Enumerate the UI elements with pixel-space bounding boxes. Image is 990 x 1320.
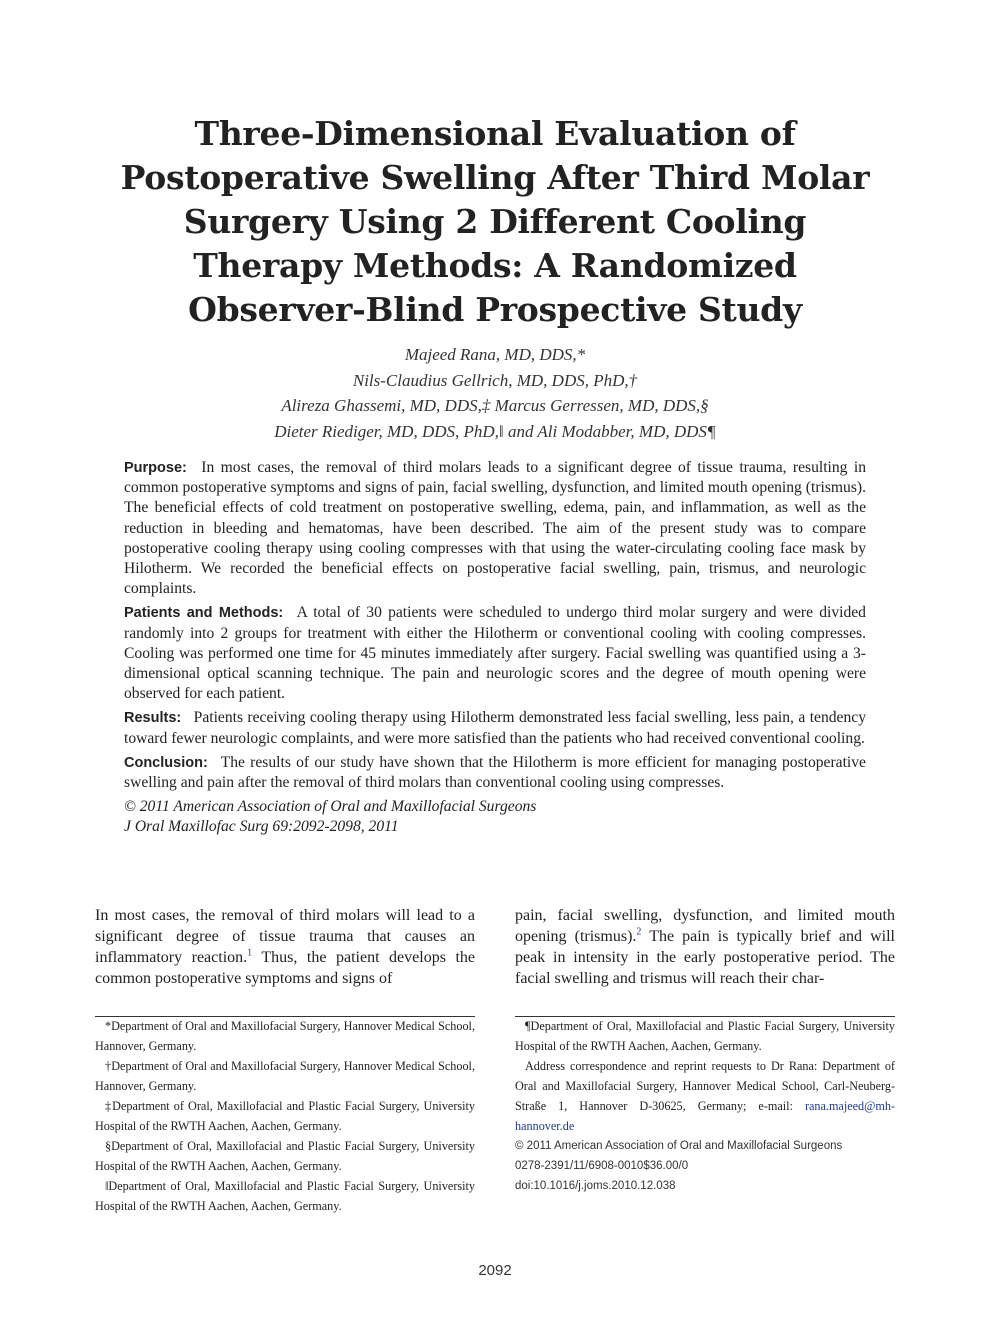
purpose-label: Purpose: (124, 460, 187, 476)
methods-label: Patients and Methods: (124, 605, 284, 622)
affiliation-footnote: ¶Department of Oral, Maxillofacial and Plastic Facial Surgery, University Hospital of the RWTH Aachen, Aachen, Germany. (515, 1019, 895, 1053)
correspondence-text: Address correspondence and reprint requests to Dr Rana: Department of Oral and Maxillofacial Surgery, Hannover Medical School, Carl-Neuberg-Straße 1, Hannover D-30625, Germany; e-mail: (515, 1059, 895, 1113)
affiliation-footnote: §Department of Oral, Maxillofacial and Plastic Facial Surgery, University Hospital of the RWTH Aachen, Aachen, Germany. (95, 1139, 475, 1173)
footer-copyright: © 2011 American Association of Oral and Maxillofacial Surgeons (515, 1140, 843, 1152)
affiliation-footnote: ‖Department of Oral, Maxillofacial and Plastic Facial Surgery, University Hospital of the RWTH Aachen, Aachen, Germany. (95, 1179, 475, 1213)
abstract (124, 458, 866, 838)
conclusion-label: Conclusion: (124, 754, 208, 771)
conclusion-text: The results of our study have shown that the Hilotherm is more efficient for managing postoperative swelling and pain after the removal of third molars than conventional cooling using compresses. (124, 753, 866, 792)
footnotes-right (515, 1016, 895, 1196)
reference-link[interactable]: 2 (636, 926, 642, 938)
author-line: Dieter Riediger, MD, DDS, PhD,‖ and Ali Modabber, MD, DDS¶ (274, 421, 716, 441)
correspondence-note (515, 1056, 895, 1136)
author-list (140, 342, 850, 444)
body-text: The pain is typically brief and will peak in intensity in the early postoperative period. The facial swelling and trismus will reach their char- (515, 928, 895, 987)
abstract-methods (124, 603, 866, 704)
issn-code: 0278-2391/11/6908-0010$36.00/0 (515, 1160, 689, 1172)
results-label: Results: (124, 710, 182, 727)
body-text-left (95, 905, 475, 989)
abstract-citation: J Oral Maxillofac Surg 69:2092-2098, 2011 (124, 818, 399, 836)
abstract-purpose (124, 458, 866, 599)
footnotes-left (95, 1016, 475, 1216)
affiliation-footnote: *Department of Oral and Maxillofacial Surgery, Hannover Medical School, Hannover, Germany. (95, 1019, 475, 1053)
page-number: 2092 (478, 1262, 512, 1279)
author-line: Majeed Rana, MD, DDS,* (404, 345, 586, 364)
author-line: Alireza Ghassemi, MD, DDS,‡ Marcus Gerressen, MD, DDS,§ (281, 396, 709, 415)
body-text: In most cases, the removal of third molars will lead to a significant degree of tissue trauma that causes an inflammatory reaction. (95, 907, 475, 966)
purpose-text: In most cases, the removal of third molars leads to a significant degree of tissue trauma, resulting in common postoperative symptoms and signs of pain, facial swelling, dysfunction, and limited mouth opening (trismus). The beneficial effects of cold treatment on postoperative swelling, edema, pain, and inflammation, as well as the reduction in bleeding and hematomas, have been described. The aim of the present study was to compare postoperative cooling therapy using cooling compresses with that using the water-circulating cooling face mask by Hilotherm. We recorded the beneficial effects on postoperative facial swelling, pain, trismus, and neurologic complaints. (124, 459, 867, 598)
doi-link[interactable]: doi:10.1016/j.joms.2010.12.038 (515, 1180, 676, 1192)
methods-text: A total of 30 patients were scheduled to undergo third molar surgery and were divided randomly into 2 groups for treatment with either the Hilotherm or conventional cooling with cooling compresses. Cooling was performed one time for 45 minutes immediately after surgery. Facial swelling was quantified using a 3-dimensional optical scanning technique. The pain and neurologic scores and the degree of mouth opening were observed for each patient. (124, 604, 866, 703)
abstract-conclusion (124, 753, 866, 793)
body-text-right (515, 905, 895, 989)
body-text: pain, facial swelling, dysfunction, and limited mouth opening (trismus). (515, 907, 895, 945)
affiliation-footnote: ‡Department of Oral, Maxillofacial and Plastic Facial Surgery, University Hospital of the RWTH Aachen, Aachen, Germany. (95, 1099, 475, 1133)
author-line: Nils-Claudius Gellrich, MD, DDS, PhD,† (352, 370, 638, 390)
results-text: Patients receiving cooling therapy using Hilotherm demonstrated less facial swelling, less pain, a tendency toward fewer neurologic complaints, and were more satisfied than the patients who had received conventional cooling. (124, 709, 866, 747)
affiliation-footnote: †Department of Oral and Maxillofacial Surgery, Hannover Medical School, Hannover, Germany. (95, 1059, 475, 1093)
article-title: Three-Dimensional Evaluation of Postoperative Swelling After Third Molar Surgery Using 2 Different Cooling Therapy Methods: A Randomized Observer-Blind Prospective Study (120, 114, 870, 329)
reference-link[interactable]: 1 (247, 947, 253, 959)
abstract-copyright: © 2011 American Association of Oral and Maxillofacial Surgeons (124, 798, 537, 816)
body-text: Thus, the patient develops the common postoperative symptoms and signs of (95, 949, 476, 987)
abstract-results (124, 708, 866, 748)
email-link[interactable]: rana.majeed@mh-hannover.de (515, 1099, 895, 1133)
